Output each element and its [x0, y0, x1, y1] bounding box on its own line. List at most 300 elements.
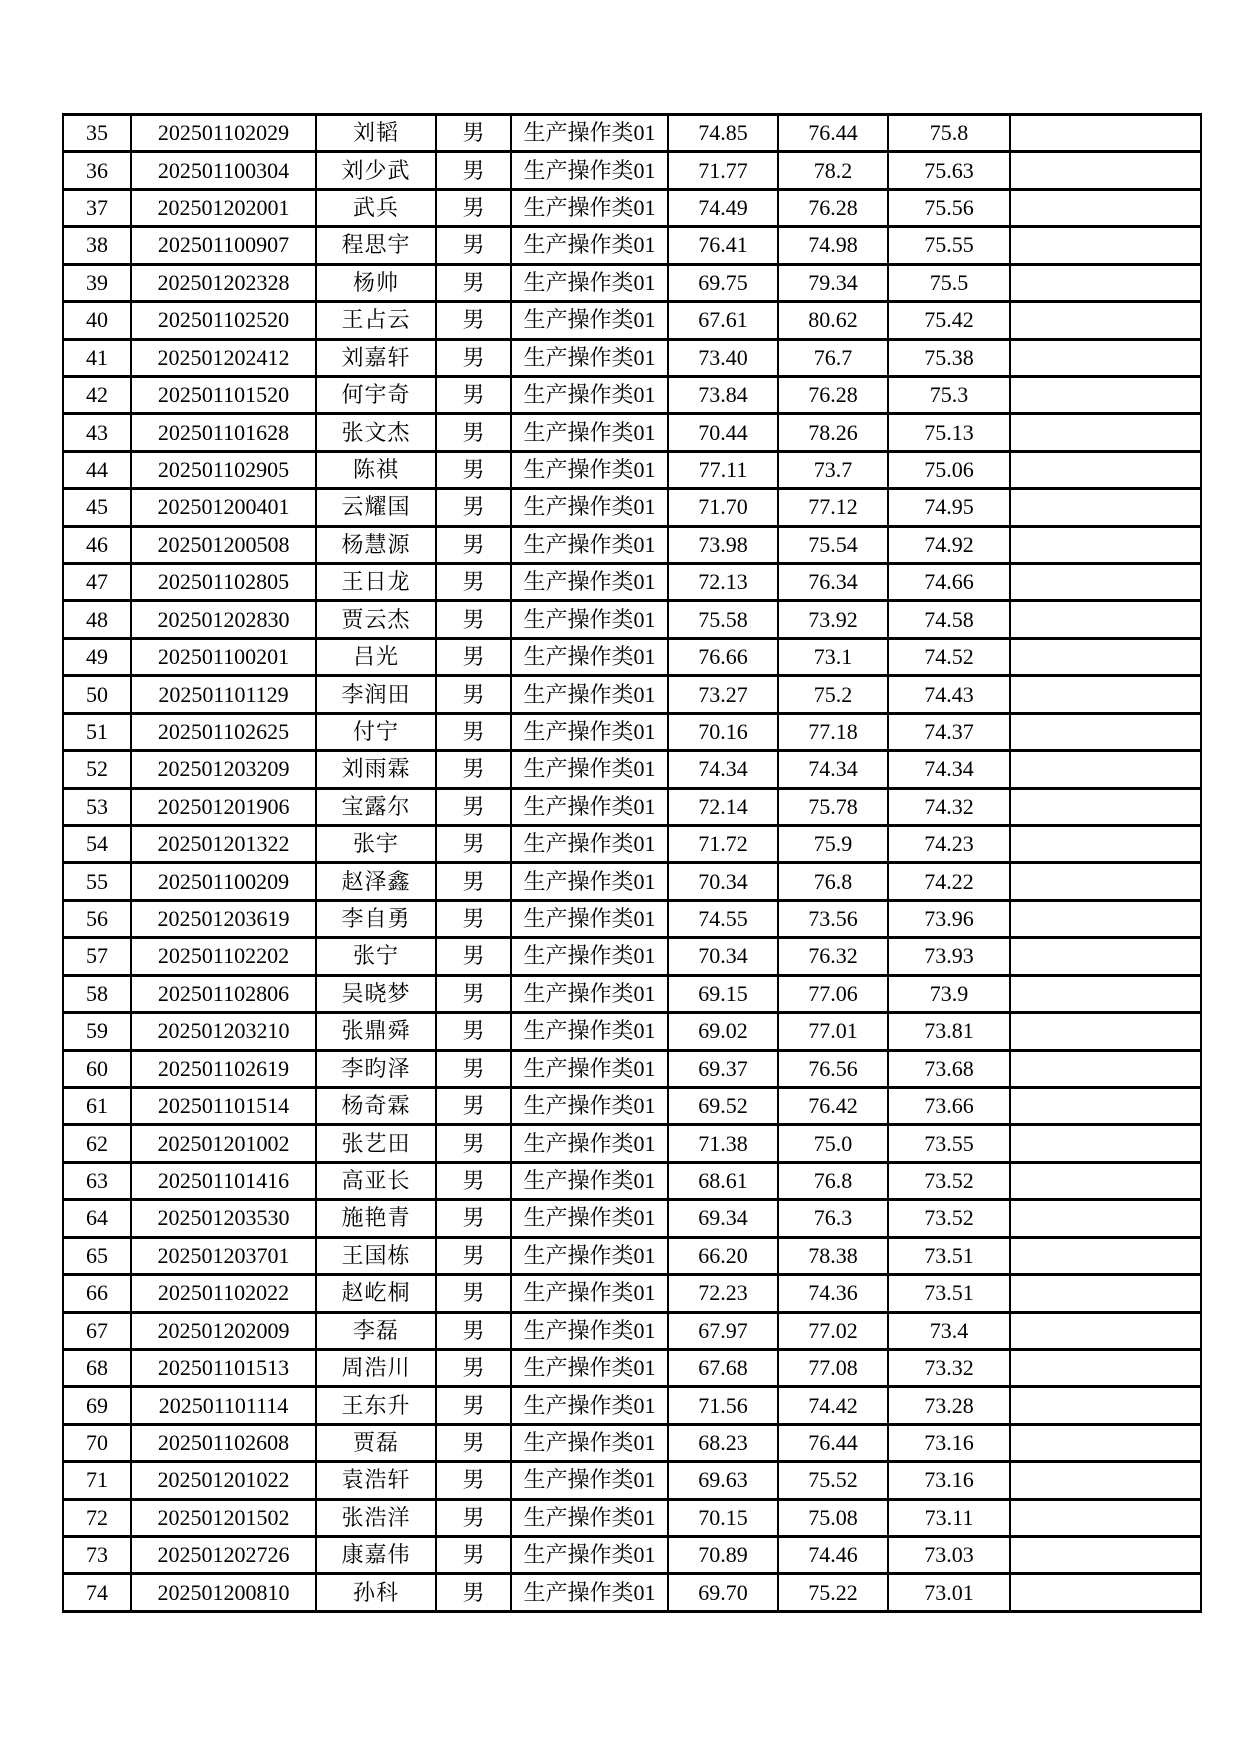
cell-name: 刘雨霖 — [316, 751, 436, 788]
cell-interview-score: 77.18 — [778, 713, 888, 750]
cell-row-number: 66 — [63, 1275, 131, 1312]
cell-gender: 男 — [436, 526, 511, 563]
cell-gender: 男 — [436, 938, 511, 975]
cell-remark — [1010, 1462, 1201, 1499]
cell-exam-number: 202501203619 — [131, 900, 316, 937]
cell-exam-number: 202501201002 — [131, 1125, 316, 1162]
cell-remark — [1010, 713, 1201, 750]
cell-category: 生产操作类01 — [511, 564, 668, 601]
cell-total-score: 75.5 — [888, 264, 1010, 301]
cell-exam-number: 202501202412 — [131, 339, 316, 376]
cell-total-score: 75.3 — [888, 376, 1010, 413]
cell-interview-score: 73.1 — [778, 638, 888, 675]
cell-row-number: 40 — [63, 302, 131, 339]
cell-gender: 男 — [436, 1162, 511, 1199]
cell-exam-number: 202501101129 — [131, 676, 316, 713]
cell-exam-number: 202501102625 — [131, 713, 316, 750]
cell-name: 张文杰 — [316, 414, 436, 451]
cell-gender: 男 — [436, 1312, 511, 1349]
cell-written-score: 69.37 — [668, 1050, 778, 1087]
cell-category: 生产操作类01 — [511, 975, 668, 1012]
cell-interview-score: 73.56 — [778, 900, 888, 937]
cell-interview-score: 76.28 — [778, 189, 888, 226]
cell-written-score: 73.27 — [668, 676, 778, 713]
cell-remark — [1010, 189, 1201, 226]
cell-exam-number: 202501203530 — [131, 1200, 316, 1237]
cell-gender: 男 — [436, 1424, 511, 1461]
cell-row-number: 62 — [63, 1125, 131, 1162]
cell-category: 生产操作类01 — [511, 376, 668, 413]
cell-remark — [1010, 1349, 1201, 1386]
cell-remark — [1010, 1237, 1201, 1274]
cell-exam-number: 202501102905 — [131, 451, 316, 488]
cell-gender: 男 — [436, 788, 511, 825]
cell-remark — [1010, 1387, 1201, 1424]
cell-written-score: 71.72 — [668, 826, 778, 863]
cell-gender: 男 — [436, 152, 511, 189]
cell-total-score: 75.13 — [888, 414, 1010, 451]
table-row — [63, 1499, 1201, 1536]
cell-total-score: 74.58 — [888, 601, 1010, 638]
cell-remark — [1010, 115, 1201, 152]
cell-category: 生产操作类01 — [511, 1200, 668, 1237]
cell-gender: 男 — [436, 189, 511, 226]
cell-remark — [1010, 264, 1201, 301]
cell-remark — [1010, 564, 1201, 601]
cell-total-score: 73.9 — [888, 975, 1010, 1012]
cell-total-score: 74.95 — [888, 489, 1010, 526]
cell-gender: 男 — [436, 1125, 511, 1162]
cell-exam-number: 202501101416 — [131, 1162, 316, 1199]
table-row — [63, 564, 1201, 601]
cell-gender: 男 — [436, 376, 511, 413]
cell-gender: 男 — [436, 1537, 511, 1574]
cell-remark — [1010, 1050, 1201, 1087]
cell-row-number: 36 — [63, 152, 131, 189]
cell-total-score: 74.23 — [888, 826, 1010, 863]
cell-interview-score: 75.22 — [778, 1574, 888, 1612]
cell-written-score: 69.52 — [668, 1087, 778, 1124]
table-row — [63, 339, 1201, 376]
cell-exam-number: 202501203701 — [131, 1237, 316, 1274]
cell-row-number: 63 — [63, 1162, 131, 1199]
cell-row-number: 69 — [63, 1387, 131, 1424]
cell-total-score: 73.52 — [888, 1162, 1010, 1199]
cell-gender: 男 — [436, 1200, 511, 1237]
cell-total-score: 75.8 — [888, 115, 1010, 152]
cell-written-score: 70.15 — [668, 1499, 778, 1536]
cell-interview-score: 78.2 — [778, 152, 888, 189]
cell-name: 程思宇 — [316, 227, 436, 264]
cell-exam-number: 202501102029 — [131, 115, 316, 152]
cell-remark — [1010, 1275, 1201, 1312]
cell-remark — [1010, 1574, 1201, 1612]
cell-remark — [1010, 826, 1201, 863]
cell-interview-score: 76.44 — [778, 115, 888, 152]
table-row — [63, 1237, 1201, 1274]
table-row — [63, 302, 1201, 339]
cell-row-number: 53 — [63, 788, 131, 825]
cell-remark — [1010, 152, 1201, 189]
cell-name: 王日龙 — [316, 564, 436, 601]
cell-interview-score: 75.78 — [778, 788, 888, 825]
cell-category: 生产操作类01 — [511, 414, 668, 451]
cell-category: 生产操作类01 — [511, 1275, 668, 1312]
cell-written-score: 71.77 — [668, 152, 778, 189]
cell-interview-score: 75.0 — [778, 1125, 888, 1162]
cell-written-score: 69.75 — [668, 264, 778, 301]
cell-gender: 男 — [436, 751, 511, 788]
cell-gender: 男 — [436, 676, 511, 713]
cell-interview-score: 75.2 — [778, 676, 888, 713]
cell-name: 张浩洋 — [316, 1499, 436, 1536]
table-row — [63, 376, 1201, 413]
cell-exam-number: 202501202830 — [131, 601, 316, 638]
cell-remark — [1010, 751, 1201, 788]
cell-total-score: 73.03 — [888, 1537, 1010, 1574]
table-row — [63, 227, 1201, 264]
cell-written-score: 70.44 — [668, 414, 778, 451]
cell-exam-number: 202501201322 — [131, 826, 316, 863]
cell-written-score: 69.70 — [668, 1574, 778, 1612]
table-row — [63, 414, 1201, 451]
table-row — [63, 676, 1201, 713]
cell-exam-number: 202501100907 — [131, 227, 316, 264]
cell-name: 宝露尔 — [316, 788, 436, 825]
cell-gender: 男 — [436, 489, 511, 526]
cell-category: 生产操作类01 — [511, 1237, 668, 1274]
table-row — [63, 189, 1201, 226]
cell-name: 王东升 — [316, 1387, 436, 1424]
cell-gender: 男 — [436, 638, 511, 675]
cell-written-score: 67.97 — [668, 1312, 778, 1349]
cell-interview-score: 78.38 — [778, 1237, 888, 1274]
cell-remark — [1010, 489, 1201, 526]
cell-written-score: 67.68 — [668, 1349, 778, 1386]
table-row — [63, 638, 1201, 675]
cell-gender: 男 — [436, 451, 511, 488]
cell-exam-number: 202501102806 — [131, 975, 316, 1012]
table-row — [63, 1312, 1201, 1349]
results-table-body — [63, 115, 1201, 1612]
table-row — [63, 863, 1201, 900]
cell-remark — [1010, 227, 1201, 264]
cell-category: 生产操作类01 — [511, 1387, 668, 1424]
cell-row-number: 59 — [63, 1013, 131, 1050]
cell-exam-number: 202501201906 — [131, 788, 316, 825]
cell-written-score: 71.56 — [668, 1387, 778, 1424]
cell-row-number: 38 — [63, 227, 131, 264]
cell-exam-number: 202501102608 — [131, 1424, 316, 1461]
cell-name: 杨帅 — [316, 264, 436, 301]
cell-written-score: 66.20 — [668, 1237, 778, 1274]
cell-category: 生产操作类01 — [511, 1013, 668, 1050]
table-row — [63, 788, 1201, 825]
cell-interview-score: 77.01 — [778, 1013, 888, 1050]
cell-row-number: 42 — [63, 376, 131, 413]
cell-name: 李自勇 — [316, 900, 436, 937]
cell-name: 赵屹桐 — [316, 1275, 436, 1312]
cell-exam-number: 202501101628 — [131, 414, 316, 451]
results-table — [62, 113, 1202, 1613]
cell-interview-score: 76.34 — [778, 564, 888, 601]
cell-gender: 男 — [436, 227, 511, 264]
cell-interview-score: 76.8 — [778, 863, 888, 900]
cell-written-score: 68.61 — [668, 1162, 778, 1199]
cell-total-score: 73.32 — [888, 1349, 1010, 1386]
cell-name: 高亚长 — [316, 1162, 436, 1199]
cell-total-score: 75.55 — [888, 227, 1010, 264]
cell-exam-number: 202501102619 — [131, 1050, 316, 1087]
cell-written-score: 69.34 — [668, 1200, 778, 1237]
cell-total-score: 73.81 — [888, 1013, 1010, 1050]
cell-name: 王国栋 — [316, 1237, 436, 1274]
cell-exam-number: 202501102022 — [131, 1275, 316, 1312]
cell-gender: 男 — [436, 900, 511, 937]
table-row — [63, 1537, 1201, 1574]
cell-exam-number: 202501101514 — [131, 1087, 316, 1124]
cell-written-score: 71.38 — [668, 1125, 778, 1162]
cell-written-score: 69.02 — [668, 1013, 778, 1050]
cell-interview-score: 74.46 — [778, 1537, 888, 1574]
cell-interview-score: 77.06 — [778, 975, 888, 1012]
cell-name: 云耀国 — [316, 489, 436, 526]
cell-total-score: 73.51 — [888, 1275, 1010, 1312]
cell-gender: 男 — [436, 1275, 511, 1312]
cell-name: 贾云杰 — [316, 601, 436, 638]
cell-category: 生产操作类01 — [511, 1424, 668, 1461]
cell-name: 刘嘉轩 — [316, 339, 436, 376]
cell-category: 生产操作类01 — [511, 751, 668, 788]
cell-exam-number: 202501202001 — [131, 189, 316, 226]
cell-gender: 男 — [436, 414, 511, 451]
cell-written-score: 72.23 — [668, 1275, 778, 1312]
cell-total-score: 74.52 — [888, 638, 1010, 675]
cell-remark — [1010, 788, 1201, 825]
cell-category: 生产操作类01 — [511, 451, 668, 488]
cell-gender: 男 — [436, 1237, 511, 1274]
cell-category: 生产操作类01 — [511, 1349, 668, 1386]
cell-category: 生产操作类01 — [511, 938, 668, 975]
cell-total-score: 75.56 — [888, 189, 1010, 226]
cell-category: 生产操作类01 — [511, 788, 668, 825]
cell-gender: 男 — [436, 115, 511, 152]
cell-name: 武兵 — [316, 189, 436, 226]
cell-gender: 男 — [436, 264, 511, 301]
cell-row-number: 64 — [63, 1200, 131, 1237]
cell-exam-number: 202501101520 — [131, 376, 316, 413]
cell-remark — [1010, 451, 1201, 488]
cell-name: 张宁 — [316, 938, 436, 975]
table-row — [63, 526, 1201, 563]
cell-exam-number: 202501200508 — [131, 526, 316, 563]
cell-interview-score: 76.42 — [778, 1087, 888, 1124]
cell-remark — [1010, 638, 1201, 675]
cell-written-score: 68.23 — [668, 1424, 778, 1461]
cell-total-score: 73.68 — [888, 1050, 1010, 1087]
cell-name: 王占云 — [316, 302, 436, 339]
cell-exam-number: 202501203209 — [131, 751, 316, 788]
cell-total-score: 73.01 — [888, 1574, 1010, 1612]
cell-row-number: 51 — [63, 713, 131, 750]
cell-total-score: 74.22 — [888, 863, 1010, 900]
table-row — [63, 938, 1201, 975]
cell-name: 李润田 — [316, 676, 436, 713]
cell-row-number: 58 — [63, 975, 131, 1012]
cell-name: 刘韬 — [316, 115, 436, 152]
table-row — [63, 1574, 1201, 1612]
cell-remark — [1010, 302, 1201, 339]
cell-row-number: 50 — [63, 676, 131, 713]
cell-total-score: 73.66 — [888, 1087, 1010, 1124]
table-row — [63, 900, 1201, 937]
cell-name: 施艳青 — [316, 1200, 436, 1237]
cell-row-number: 43 — [63, 414, 131, 451]
cell-interview-score: 73.7 — [778, 451, 888, 488]
cell-interview-score: 76.28 — [778, 376, 888, 413]
table-row — [63, 1125, 1201, 1162]
cell-category: 生产操作类01 — [511, 1125, 668, 1162]
cell-total-score: 73.28 — [888, 1387, 1010, 1424]
cell-total-score: 73.55 — [888, 1125, 1010, 1162]
cell-category: 生产操作类01 — [511, 227, 668, 264]
cell-exam-number: 202501101513 — [131, 1349, 316, 1386]
cell-total-score: 73.11 — [888, 1499, 1010, 1536]
table-row — [63, 115, 1201, 152]
cell-written-score: 70.34 — [668, 938, 778, 975]
cell-interview-score: 78.26 — [778, 414, 888, 451]
cell-total-score: 74.37 — [888, 713, 1010, 750]
cell-interview-score: 79.34 — [778, 264, 888, 301]
cell-remark — [1010, 938, 1201, 975]
cell-row-number: 54 — [63, 826, 131, 863]
cell-written-score: 76.66 — [668, 638, 778, 675]
cell-name: 张鼎舜 — [316, 1013, 436, 1050]
cell-total-score: 74.32 — [888, 788, 1010, 825]
cell-interview-score: 80.62 — [778, 302, 888, 339]
cell-name: 贾磊 — [316, 1424, 436, 1461]
table-row — [63, 975, 1201, 1012]
cell-interview-score: 77.08 — [778, 1349, 888, 1386]
cell-category: 生产操作类01 — [511, 713, 668, 750]
cell-category: 生产操作类01 — [511, 115, 668, 152]
cell-written-score: 75.58 — [668, 601, 778, 638]
cell-name: 吕光 — [316, 638, 436, 675]
cell-written-score: 70.89 — [668, 1537, 778, 1574]
cell-name: 刘少武 — [316, 152, 436, 189]
cell-name: 杨慧源 — [316, 526, 436, 563]
table-row — [63, 1050, 1201, 1087]
cell-remark — [1010, 414, 1201, 451]
cell-category: 生产操作类01 — [511, 638, 668, 675]
cell-remark — [1010, 376, 1201, 413]
cell-interview-score: 75.54 — [778, 526, 888, 563]
cell-interview-score: 74.36 — [778, 1275, 888, 1312]
cell-interview-score: 76.32 — [778, 938, 888, 975]
table-row — [63, 1087, 1201, 1124]
cell-gender: 男 — [436, 713, 511, 750]
cell-row-number: 39 — [63, 264, 131, 301]
cell-interview-score: 77.02 — [778, 1312, 888, 1349]
cell-interview-score: 75.08 — [778, 1499, 888, 1536]
cell-row-number: 55 — [63, 863, 131, 900]
cell-gender: 男 — [436, 1013, 511, 1050]
cell-gender: 男 — [436, 1050, 511, 1087]
cell-category: 生产操作类01 — [511, 526, 668, 563]
cell-gender: 男 — [436, 601, 511, 638]
table-row — [63, 1162, 1201, 1199]
cell-gender: 男 — [436, 1349, 511, 1386]
cell-interview-score: 74.42 — [778, 1387, 888, 1424]
cell-interview-score: 75.52 — [778, 1462, 888, 1499]
cell-category: 生产操作类01 — [511, 1499, 668, 1536]
cell-remark — [1010, 1013, 1201, 1050]
cell-exam-number: 202501203210 — [131, 1013, 316, 1050]
cell-written-score: 74.55 — [668, 900, 778, 937]
cell-gender: 男 — [436, 1462, 511, 1499]
cell-row-number: 72 — [63, 1499, 131, 1536]
cell-written-score: 72.14 — [668, 788, 778, 825]
cell-row-number: 49 — [63, 638, 131, 675]
cell-category: 生产操作类01 — [511, 1462, 668, 1499]
cell-remark — [1010, 1087, 1201, 1124]
cell-row-number: 47 — [63, 564, 131, 601]
cell-exam-number: 202501100209 — [131, 863, 316, 900]
cell-category: 生产操作类01 — [511, 264, 668, 301]
cell-row-number: 56 — [63, 900, 131, 937]
cell-row-number: 70 — [63, 1424, 131, 1461]
cell-remark — [1010, 601, 1201, 638]
cell-exam-number: 202501100304 — [131, 152, 316, 189]
cell-remark — [1010, 863, 1201, 900]
cell-exam-number: 202501100201 — [131, 638, 316, 675]
cell-exam-number: 202501200810 — [131, 1574, 316, 1612]
cell-total-score: 75.06 — [888, 451, 1010, 488]
cell-remark — [1010, 1312, 1201, 1349]
cell-written-score: 73.84 — [668, 376, 778, 413]
cell-name: 孙科 — [316, 1574, 436, 1612]
cell-row-number: 65 — [63, 1237, 131, 1274]
cell-exam-number: 202501201022 — [131, 1462, 316, 1499]
table-row — [63, 1200, 1201, 1237]
cell-name: 张宇 — [316, 826, 436, 863]
cell-name: 赵泽鑫 — [316, 863, 436, 900]
cell-row-number: 68 — [63, 1349, 131, 1386]
cell-row-number: 35 — [63, 115, 131, 152]
cell-name: 李昀泽 — [316, 1050, 436, 1087]
cell-total-score: 73.51 — [888, 1237, 1010, 1274]
cell-interview-score: 76.44 — [778, 1424, 888, 1461]
cell-written-score: 74.85 — [668, 115, 778, 152]
cell-name: 何宇奇 — [316, 376, 436, 413]
cell-category: 生产操作类01 — [511, 152, 668, 189]
table-row — [63, 1424, 1201, 1461]
cell-category: 生产操作类01 — [511, 339, 668, 376]
cell-gender: 男 — [436, 1574, 511, 1612]
cell-remark — [1010, 339, 1201, 376]
cell-remark — [1010, 1424, 1201, 1461]
cell-gender: 男 — [436, 863, 511, 900]
cell-row-number: 67 — [63, 1312, 131, 1349]
cell-row-number: 41 — [63, 339, 131, 376]
cell-row-number: 45 — [63, 489, 131, 526]
cell-total-score: 73.96 — [888, 900, 1010, 937]
cell-name: 李磊 — [316, 1312, 436, 1349]
cell-remark — [1010, 900, 1201, 937]
cell-category: 生产操作类01 — [511, 676, 668, 713]
cell-total-score: 73.52 — [888, 1200, 1010, 1237]
cell-interview-score: 74.98 — [778, 227, 888, 264]
